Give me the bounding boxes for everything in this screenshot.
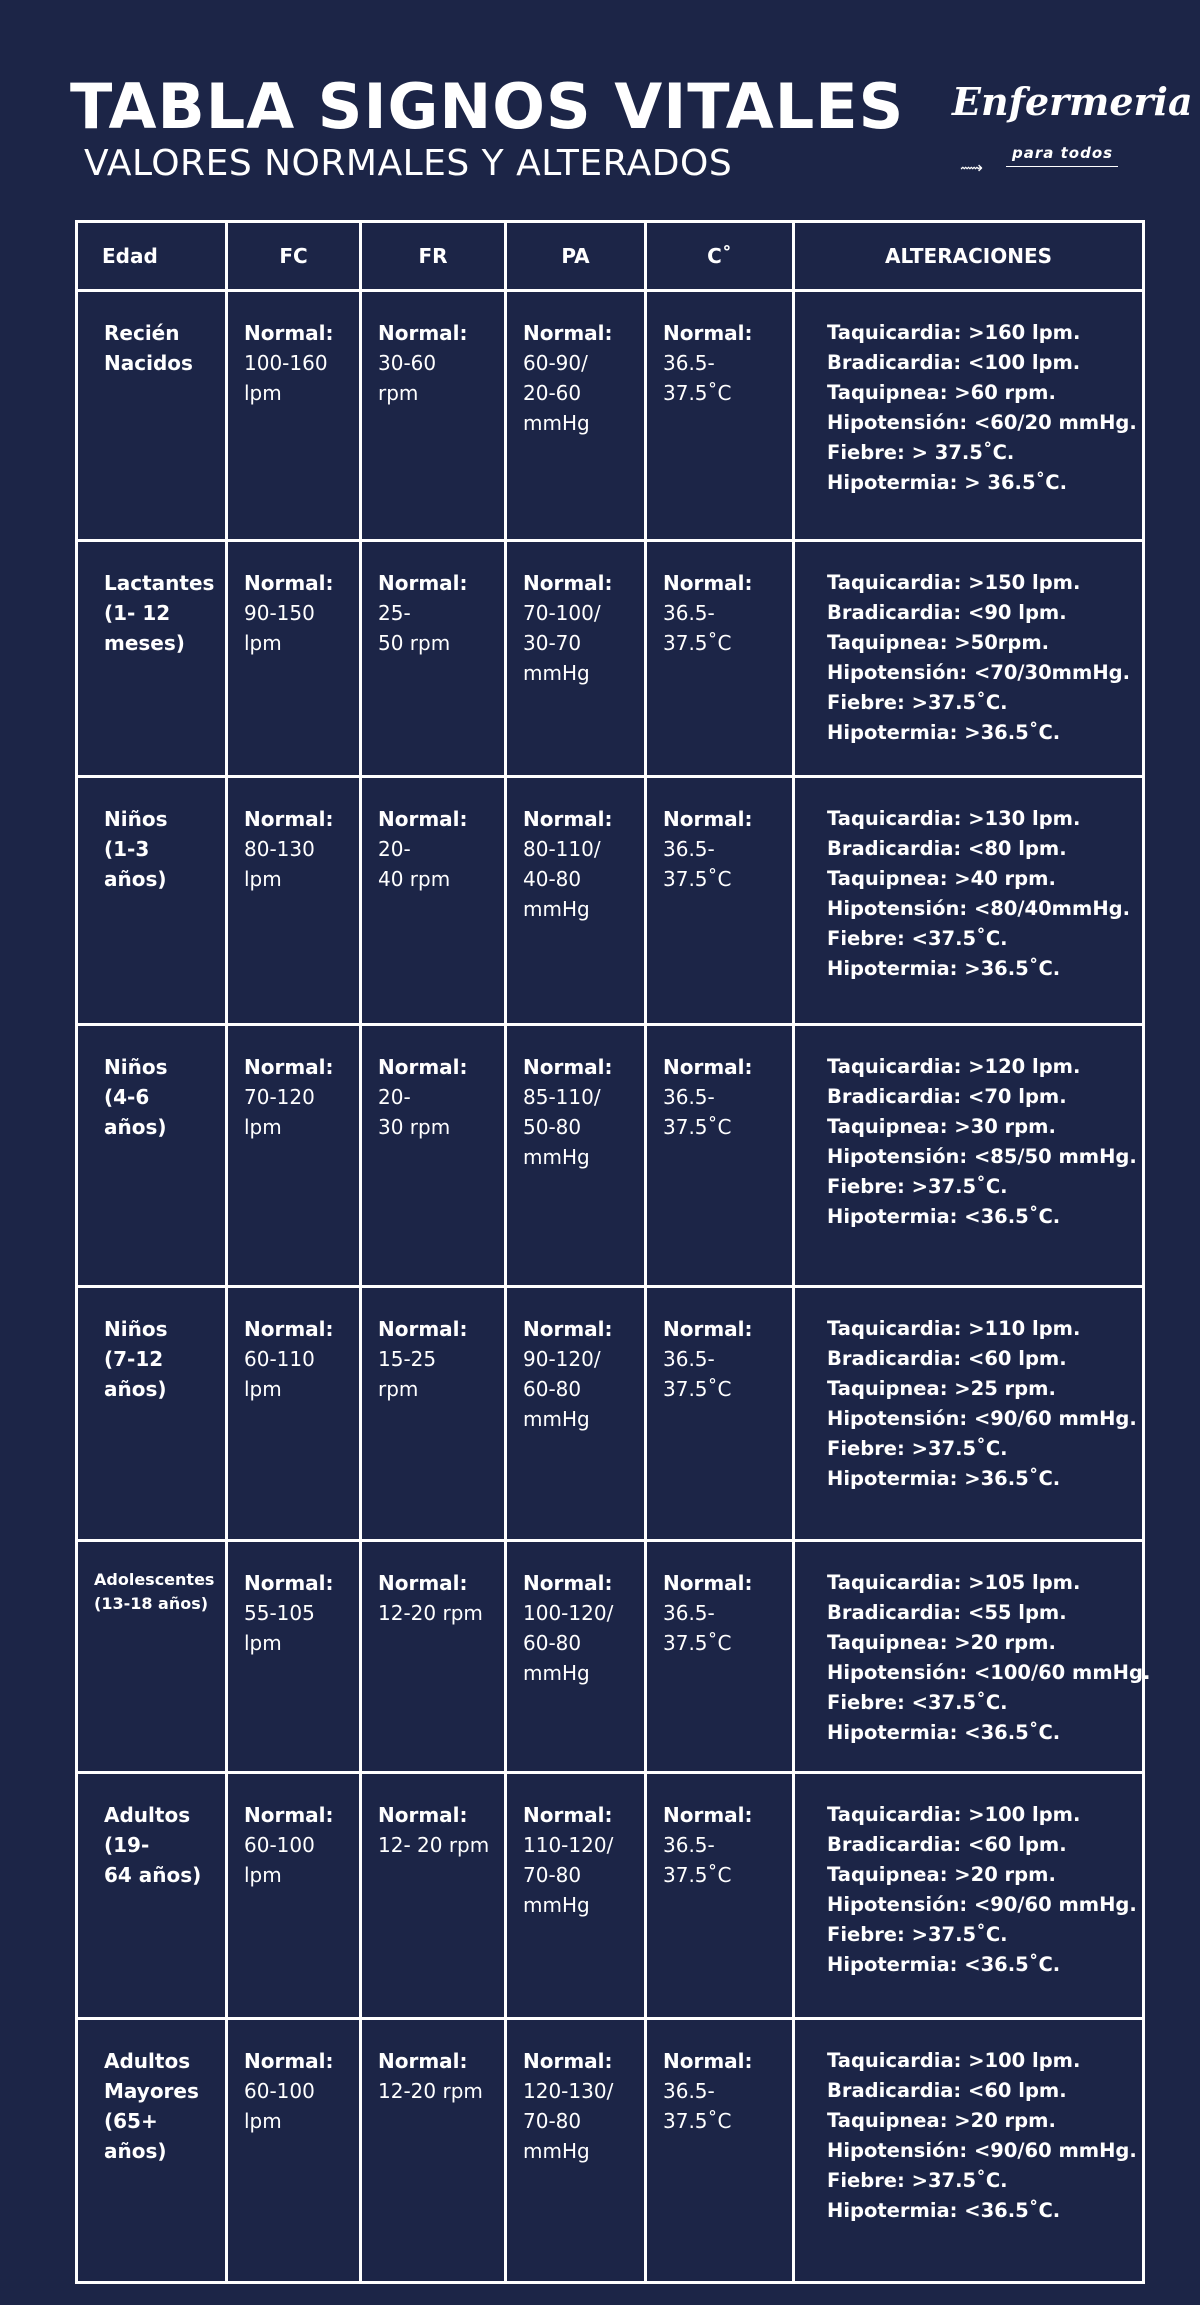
cell-temp: [646, 2019, 794, 2283]
cell-fr: [361, 291, 506, 541]
fc-value: 60-100 lpm: [244, 1833, 315, 1887]
table-row: [77, 541, 1144, 777]
fr-value: 15-25 rpm: [378, 1347, 437, 1401]
table-row: [77, 1541, 1144, 1773]
normal-label: Normal:: [523, 1803, 613, 1827]
alteration-item: Taquicardia: >100 lpm.: [827, 2049, 1081, 2072]
normal-label: Normal:: [378, 571, 468, 595]
vital-signs-table: [75, 220, 1151, 2284]
table-row: [77, 1773, 1144, 2019]
normal-label: Normal:: [244, 571, 334, 595]
cell-edad: [77, 2019, 227, 2283]
normal-label: Normal:: [244, 1317, 334, 1341]
normal-label: Normal:: [523, 807, 613, 831]
alteration-item: Hipotermia: >36.5˚C.: [827, 721, 1061, 744]
fr-value: 12-20 rpm: [378, 2079, 483, 2103]
age-group: Adolescentes (13-18 años): [94, 1570, 215, 1613]
alteration-item: Fiebre: >37.5˚C.: [827, 1437, 1008, 1460]
alteration-item: Bradicardia: <60 lpm.: [827, 1833, 1067, 1856]
alteration-item: Hipotermia: <36.5˚C.: [827, 1953, 1061, 1976]
column-header-fr: FR: [361, 222, 506, 291]
cell-fc: [227, 1025, 361, 1287]
alteration-item: Hipotermia: <36.5˚C.: [827, 2199, 1061, 2222]
cell-alteraciones: [794, 541, 1144, 777]
alteration-item: Fiebre: >37.5˚C.: [827, 1923, 1008, 1946]
cell-fr: [361, 541, 506, 777]
cell-temp: [646, 541, 794, 777]
normal-label: Normal:: [244, 807, 334, 831]
normal-label: Normal:: [378, 1317, 468, 1341]
normal-label: Normal:: [663, 1317, 753, 1341]
temp-value: 36.5- 37.5˚C: [663, 1347, 732, 1401]
cell-temp: [646, 1287, 794, 1541]
table-header-row: [77, 222, 1144, 291]
alteration-item: Fiebre: >37.5˚C.: [827, 1175, 1008, 1198]
alteration-item: Bradicardia: <60 lpm.: [827, 2079, 1067, 2102]
pa-value: 60-90/ 20-60 mmHg: [523, 351, 590, 435]
alteration-item: Bradicardia: <100 lpm.: [827, 351, 1081, 374]
cell-alteraciones: [794, 2019, 1144, 2283]
pa-value: 90-120/ 60-80 mmHg: [523, 1347, 601, 1431]
normal-label: Normal:: [378, 2049, 468, 2073]
cell-fc: [227, 541, 361, 777]
column-header-edad: Edad: [77, 222, 227, 291]
alteration-item: Hipotensión: <90/60 mmHg.: [827, 1893, 1137, 1916]
normal-label: Normal:: [378, 1055, 468, 1079]
age-group: Recién Nacidos: [104, 321, 193, 375]
alteration-item: Fiebre: > 37.5˚C.: [827, 441, 1015, 464]
cell-temp: [646, 777, 794, 1025]
column-header-pa: PA: [506, 222, 646, 291]
cell-pa: [506, 541, 646, 777]
cell-alteraciones: [794, 1287, 1144, 1541]
page-title: TABLA SIGNOS VITALES: [70, 70, 905, 143]
alteration-item: Hipotermia: >36.5˚C.: [827, 957, 1061, 980]
alteration-item: Taquicardia: >100 lpm.: [827, 1803, 1081, 1826]
alteration-item: Hipotensión: <100/60 mmHg.: [827, 1661, 1151, 1684]
alteration-item: Bradicardia: <70 lpm.: [827, 1085, 1067, 1108]
temp-value: 36.5- 37.5˚C: [663, 2079, 732, 2133]
table-body: [77, 291, 1151, 2283]
normal-label: Normal:: [244, 1055, 334, 1079]
normal-label: Normal:: [523, 1571, 613, 1595]
cell-fc: [227, 1773, 361, 2019]
cell-edad: [77, 1025, 227, 1287]
cell-alteraciones: [794, 1773, 1144, 2019]
alteration-item: Hipotermia: <36.5˚C.: [827, 1721, 1061, 1744]
cell-alteraciones: [794, 777, 1144, 1025]
cell-pa: [506, 2019, 646, 2283]
temp-value: 36.5- 37.5˚C: [663, 1085, 732, 1139]
cell-alteraciones: [794, 1025, 1144, 1287]
temp-value: 36.5- 37.5˚C: [663, 1833, 732, 1887]
normal-label: Normal:: [378, 807, 468, 831]
cell-edad: [77, 1287, 227, 1541]
alteration-item: Bradicardia: <90 lpm.: [827, 601, 1067, 624]
cell-fc: [227, 291, 361, 541]
alteration-item: Taquipnea: >20 rpm.: [827, 2109, 1056, 2132]
cell-fr: [361, 2019, 506, 2283]
normal-label: Normal:: [523, 2049, 613, 2073]
normal-label: Normal:: [523, 321, 613, 345]
alteration-item: Taquipnea: >50rpm.: [827, 631, 1050, 654]
cell-pa: [506, 1541, 646, 1773]
logo-name: Enfermeria: [952, 79, 1193, 124]
pa-value: 110-120/ 70-80 mmHg: [523, 1833, 614, 1917]
normal-label: Normal:: [523, 1317, 613, 1341]
cell-alteraciones: [794, 1541, 1151, 1773]
brand-logo: [944, 79, 1193, 180]
normal-label: Normal:: [244, 1803, 334, 1827]
normal-label: Normal:: [663, 1055, 753, 1079]
cell-temp: [646, 291, 794, 541]
alteration-item: Taquipnea: >20 rpm.: [827, 1863, 1056, 1886]
logo-underline: [1006, 166, 1118, 167]
alteration-item: Taquicardia: >160 lpm.: [827, 321, 1081, 344]
age-group: Niños (7-12 años): [104, 1317, 168, 1401]
fc-value: 90-150 lpm: [244, 601, 315, 655]
age-group: Lactantes (1- 12 meses): [104, 571, 215, 655]
alteration-item: Hipotermia: > 36.5˚C.: [827, 471, 1067, 494]
normal-label: Normal:: [663, 571, 753, 595]
cell-pa: [506, 1025, 646, 1287]
alteration-item: Fiebre: >37.5˚C.: [827, 2169, 1008, 2192]
page-subtitle: VALORES NORMALES Y ALTERADOS: [84, 143, 733, 184]
normal-label: Normal:: [663, 321, 753, 345]
cell-pa: [506, 1287, 646, 1541]
age-group: Adultos (19- 64 años): [104, 1803, 202, 1887]
column-header-temperature: C˚: [646, 222, 794, 291]
fr-value: 12-20 rpm: [378, 1601, 483, 1625]
fr-value: 30-60 rpm: [378, 351, 437, 405]
alteration-item: Taquicardia: >130 lpm.: [827, 807, 1081, 830]
fr-value: 12- 20 rpm: [378, 1833, 490, 1857]
alteration-item: Hipotensión: <85/50 mmHg.: [827, 1145, 1137, 1168]
fc-value: 100-160 lpm: [244, 351, 328, 405]
fr-value: 20- 30 rpm: [378, 1085, 451, 1139]
pa-value: 80-110/ 40-80 mmHg: [523, 837, 601, 921]
alteration-item: Taquicardia: >120 lpm.: [827, 1055, 1081, 1078]
column-header-fc: FC: [227, 222, 361, 291]
table-row: [77, 2019, 1144, 2283]
cell-alteraciones: [794, 291, 1144, 541]
pa-value: 120-130/ 70-80 mmHg: [523, 2079, 614, 2163]
alteration-item: Hipotermia: <36.5˚C.: [827, 1205, 1061, 1228]
fc-value: 80-130 lpm: [244, 837, 315, 891]
cell-edad: [77, 777, 227, 1025]
logo-tagline: para todos: [1012, 144, 1114, 162]
alteration-item: Taquicardia: >150 lpm.: [827, 571, 1081, 594]
cell-fc: [227, 777, 361, 1025]
alteration-item: Taquipnea: >40 rpm.: [827, 867, 1056, 890]
alteration-item: Hipotensión: <90/60 mmHg.: [827, 1407, 1137, 1430]
alteration-item: Taquipnea: >30 rpm.: [827, 1115, 1056, 1138]
cell-fc: [227, 1541, 361, 1773]
temp-value: 36.5- 37.5˚C: [663, 601, 732, 655]
fc-value: 60-100 lpm: [244, 2079, 315, 2133]
alteration-item: Fiebre: <37.5˚C.: [827, 927, 1008, 950]
column-header-alteraciones: ALTERACIONES: [794, 222, 1144, 291]
fc-value: 70-120 lpm: [244, 1085, 315, 1139]
normal-label: Normal:: [663, 2049, 753, 2073]
normal-label: Normal:: [378, 321, 468, 345]
temp-value: 36.5- 37.5˚C: [663, 1601, 732, 1655]
alteration-item: Taquicardia: >105 lpm.: [827, 1571, 1081, 1594]
normal-label: Normal:: [244, 1571, 334, 1595]
alteration-item: Hipotensión: <60/20 mmHg.: [827, 411, 1137, 434]
age-group: Niños (4-6 años): [104, 1055, 168, 1139]
alteration-item: Taquipnea: >20 rpm.: [827, 1631, 1056, 1654]
cell-fc: [227, 1287, 361, 1541]
cell-pa: [506, 777, 646, 1025]
alteration-item: Fiebre: <37.5˚C.: [827, 1691, 1008, 1714]
cell-edad: [77, 1773, 227, 2019]
alteration-item: Bradicardia: <60 lpm.: [827, 1347, 1067, 1370]
alteration-item: Taquipnea: >25 rpm.: [827, 1377, 1056, 1400]
normal-label: Normal:: [663, 1803, 753, 1827]
cell-temp: [646, 1541, 794, 1773]
fr-value: 25- 50 rpm: [378, 601, 451, 655]
alteration-item: Hipotensión: <70/30mmHg.: [827, 661, 1131, 684]
age-group: Niños (1-3 años): [104, 807, 168, 891]
temp-value: 36.5- 37.5˚C: [663, 837, 732, 891]
cell-temp: [646, 1773, 794, 2019]
cell-edad: [77, 291, 227, 541]
normal-label: Normal:: [244, 2049, 334, 2073]
fr-value: 20- 40 rpm: [378, 837, 451, 891]
alteration-item: Hipotermia: >36.5˚C.: [827, 1467, 1061, 1490]
cell-fr: [361, 777, 506, 1025]
fc-value: 55-105 lpm: [244, 1601, 315, 1655]
fc-value: 60-110 lpm: [244, 1347, 315, 1401]
normal-label: Normal:: [378, 1803, 468, 1827]
age-group: Adultos Mayores (65+ años): [104, 2049, 199, 2163]
cell-edad: [77, 541, 227, 777]
table-row: [77, 777, 1144, 1025]
pa-value: 100-120/ 60-80 mmHg: [523, 1601, 614, 1685]
cell-fc: [227, 2019, 361, 2283]
alteration-item: Bradicardia: <55 lpm.: [827, 1601, 1067, 1624]
alteration-item: Fiebre: >37.5˚C.: [827, 691, 1008, 714]
pa-value: 85-110/ 50-80 mmHg: [523, 1085, 601, 1169]
cell-temp: [646, 1025, 794, 1287]
cell-edad: [77, 1541, 227, 1773]
cell-fr: [361, 1287, 506, 1541]
cell-pa: [506, 291, 646, 541]
table-row: [77, 291, 1144, 541]
normal-label: Normal:: [663, 1571, 753, 1595]
alteration-item: Taquipnea: >60 rpm.: [827, 381, 1056, 404]
cell-fr: [361, 1541, 506, 1773]
alteration-item: Taquicardia: >110 lpm.: [827, 1317, 1081, 1340]
normal-label: Normal:: [523, 1055, 613, 1079]
syringe-icon: ⟿: [960, 160, 983, 177]
alteration-item: Bradicardia: <80 lpm.: [827, 837, 1067, 860]
alteration-item: Hipotensión: <90/60 mmHg.: [827, 2139, 1137, 2162]
normal-label: Normal:: [378, 1571, 468, 1595]
normal-label: Normal:: [663, 807, 753, 831]
cell-fr: [361, 1773, 506, 2019]
cell-fr: [361, 1025, 506, 1287]
temp-value: 36.5- 37.5˚C: [663, 351, 732, 405]
cell-pa: [506, 1773, 646, 2019]
table-row: [77, 1287, 1144, 1541]
table-row: [77, 1025, 1144, 1287]
pa-value: 70-100/ 30-70 mmHg: [523, 601, 601, 685]
normal-label: Normal:: [244, 321, 334, 345]
normal-label: Normal:: [523, 571, 613, 595]
alteration-item: Hipotensión: <80/40mmHg.: [827, 897, 1131, 920]
